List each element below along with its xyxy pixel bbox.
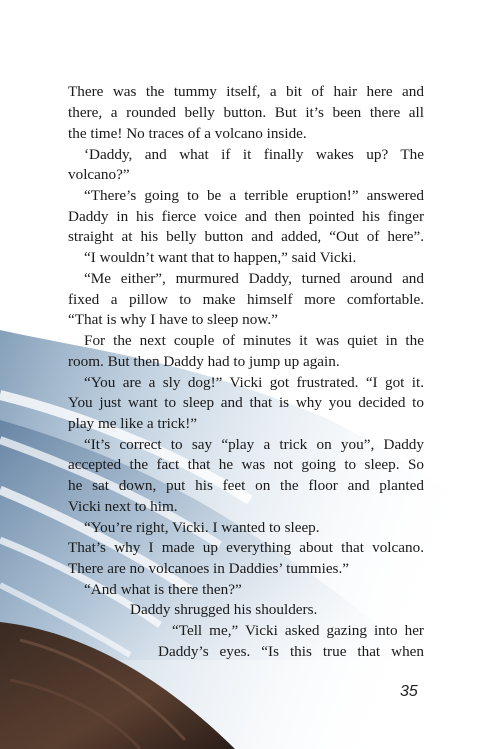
text-line-27: “Tell me,” Vicki asked gazing into her xyxy=(172,622,424,639)
text-line-26: Daddy shrugged his shoulders. xyxy=(130,601,318,618)
text-line-10: “Me either”, murmured Daddy, turned around and xyxy=(84,270,424,287)
text-line-19: accepted the fact that he was not going to sleep. So xyxy=(68,456,424,473)
text-line-11: fixed a pillow to make himself more comfortable. xyxy=(68,291,424,308)
text-line-14: room. But then Daddy had to jump up again. xyxy=(68,353,340,370)
text-line-16: You just want to sleep and that is why you decided to xyxy=(68,394,424,411)
text-line-4: ‘Daddy, and what if it finally wakes up? The xyxy=(84,146,424,163)
text-line-6: “There’s going to be a terrible eruption!” answered xyxy=(84,187,424,204)
text-line-20: he sat down, put his feet on the floor and planted xyxy=(68,477,424,494)
text-line-13: For the next couple of minutes it was quiet in the xyxy=(84,332,424,349)
text-line-28: Daddy’s eyes. “Is this true that when xyxy=(158,643,424,660)
text-line-3: the time! No traces of a volcano inside. xyxy=(68,125,307,142)
text-line-15: “You are a sly dog!” Vicki got frustrated. “I got it. xyxy=(84,374,424,391)
text-line-18: “It’s correct to say “play a trick on you”, Daddy xyxy=(84,436,424,453)
text-line-2: there, a rounded belly button. But it’s been there all xyxy=(68,104,424,121)
text-line-24: There are no volcanoes in Daddies’ tummies.” xyxy=(68,560,350,577)
text-line-5: volcano?” xyxy=(68,166,130,183)
text-line-21: Vicki next to him. xyxy=(68,498,178,515)
text-line-1: There was the tummy itself, a bit of hair here and xyxy=(68,83,424,100)
text-line-23: That’s why I made up everything about that volcano. xyxy=(68,539,424,556)
text-line-8: straight at his belly button and added, “Out of here”. xyxy=(68,228,424,245)
page-number: 35 xyxy=(400,683,418,700)
text-line-25: “And what is there then?” xyxy=(84,581,242,598)
text-line-9: “I wouldn’t want that to happen,” said Vicki. xyxy=(84,249,357,266)
text-line-17: play me like a trick!” xyxy=(68,415,198,432)
text-line-12: “That is why I have to sleep now.” xyxy=(68,311,278,328)
text-line-22: “You’re right, Vicki. I wanted to sleep. xyxy=(84,519,320,536)
text-line-7: Daddy in his fierce voice and then pointed his finger xyxy=(68,208,424,225)
